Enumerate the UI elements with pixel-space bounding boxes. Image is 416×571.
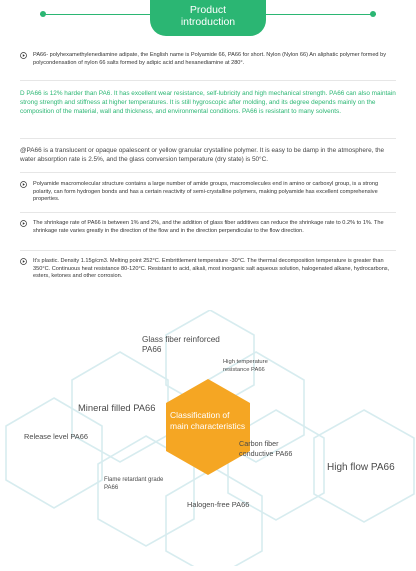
label-mineral: Mineral filled PA66	[78, 402, 156, 413]
shrinkage-text: The shrinkage rate of PA66 is between 1% and 2%, and the addition of glass fiber additives can reduce the shrinkage rate to 0.2% to 1%. The shrinkage rate varies greatly in the direction of the flow and in the direction perpendicular to the flow direction.	[33, 220, 384, 234]
shrinkage-bullet	[20, 220, 396, 235]
header-rule-left	[40, 14, 150, 15]
header-dot-left	[40, 11, 46, 17]
hex-release	[6, 398, 102, 508]
divider	[20, 80, 396, 81]
section-title	[150, 0, 266, 36]
hardness-paragraph: D PA66 is 12% harder than PA6. It has excellent wear resistance, self-lubricity and high mechanical strength. PA66 can also maintain strong strength and stiffness at higher temperatures. It is still hygroscopic after molding, and its degree depends mainly on the composition of the material, wall and thickness, and environmental conditions. PA66 is resistant to many solvents.	[20, 90, 396, 115]
structure-bullet	[20, 181, 396, 204]
label-center: Classification of main characteristics	[170, 410, 246, 431]
section-title-line1: Product	[189, 4, 227, 16]
divider	[20, 212, 396, 213]
intro-bullet	[20, 52, 396, 67]
play-circle-icon	[20, 52, 27, 59]
appearance-paragraph: @PA66 is a translucent or opaque opalescent or yellow granular crystalline polymer. It is easy to be damp in the atmosphere, the water absorption rate is 2.5%, and the glass conversion temperature (dry state) is 50°C.	[20, 147, 385, 163]
divider	[20, 250, 396, 251]
hex-halogen	[166, 468, 262, 566]
label-carbon: Carbon fiber conductive PA66	[239, 439, 293, 458]
play-circle-icon	[20, 258, 27, 265]
divider	[20, 138, 396, 139]
play-circle-icon	[20, 220, 27, 227]
label-high-flow: High flow PA66	[327, 462, 395, 473]
divider	[20, 172, 396, 173]
structure-text: Polyamide macromolecular structure contains a large number of amide groups, macromolecules end in amino or carboxyl group, is a strong polarity, can form hydrogen bonds and has a certain reactivity of semi-crystalline polymers, making polyamide has excellent comprehensive properties.	[33, 181, 379, 203]
properties-text: It's plastic. Density 1.15g/cm3. Melting point 252°C. Embrittlement temperature -30°C. The thermal decomposition temperature is greater than 350°C. Continuous heat resistance 80-120°C. Resistant to acid, alkali, most inorganic salt aqueous solution, halogenated alkane, hydrocarbons, esters, ketones and other corrosion.	[33, 258, 390, 280]
label-flame: Flame retardant grade PA66	[104, 477, 164, 492]
play-circle-icon	[20, 181, 27, 188]
header-dot-right	[370, 11, 376, 17]
label-glass-fiber: Glass fiber reinforced PA66	[142, 335, 220, 354]
intro-text: PA66- polyhexamethylenediamine adipate, the English name is Polyamide 66, PA66 for short. Nylon (Nylon 66) An aliphatic polymer formed by polycondensation of nylon 66 salts formed by adipic acid and hexanediamine at 280°.	[33, 52, 387, 66]
label-release: Release level PA66	[24, 432, 88, 441]
header-rule-right	[266, 14, 376, 15]
label-halogen: Halogen-free PA66	[187, 500, 250, 509]
section-title-line2: introduction	[180, 16, 236, 28]
properties-bullet	[20, 258, 396, 281]
classification-diagram	[0, 310, 416, 566]
label-high-temp: High temperature resistance PA66	[223, 359, 268, 373]
